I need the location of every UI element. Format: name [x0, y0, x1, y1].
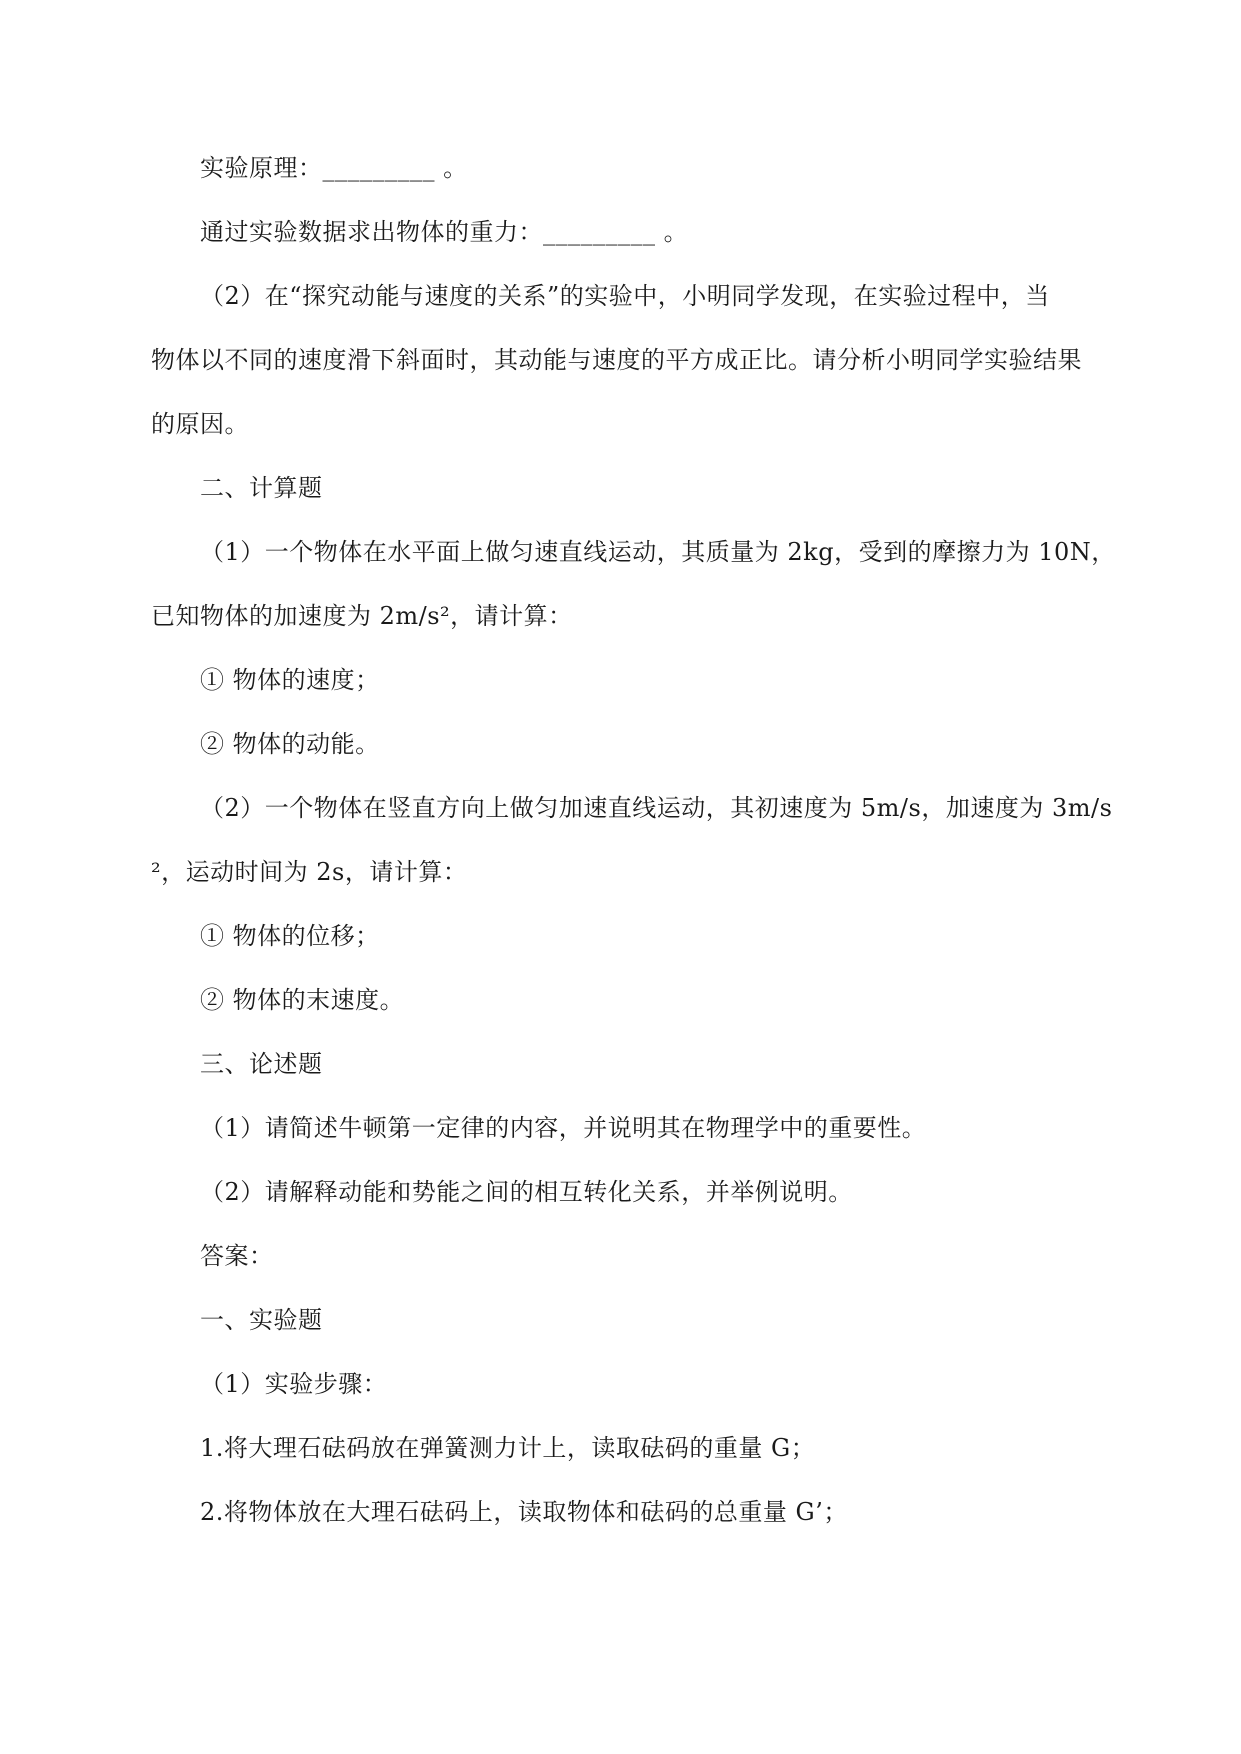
calc-1-line-1: （1）一个物体在水平面上做匀速直线运动，其质量为 2kg，受到的摩擦力为 10N， [200, 538, 1116, 566]
essay-1: （1）请简述牛顿第一定律的内容，并说明其在物理学中的重要性。 [200, 1114, 927, 1142]
calc-1-item-2: ② 物体的动能。 [200, 730, 380, 758]
calc-2-item-2: ② 物体的末速度。 [200, 986, 405, 1014]
calc-2-line-1: （2）一个物体在竖直方向上做匀加速直线运动，其初速度为 5m/s，加速度为 3m/s [200, 794, 1113, 822]
calc-1-line-2: 已知物体的加速度为 2m/s²，请计算： [151, 602, 573, 630]
question-2-line-2: 物体以不同的速度滑下斜面时，其动能与速度的平方成正比。请分析小明同学实验结果 [151, 346, 1082, 374]
experiment-steps-heading: （1）实验步骤： [200, 1370, 388, 1398]
calc-2-line-2: ²，运动时间为 2s，请计算： [151, 858, 468, 886]
answers-section-1-heading: 一、实验题 [200, 1306, 323, 1334]
experiment-step-1: 1.将大理石砝码放在弹簧测力计上，读取砝码的重量 G； [200, 1434, 816, 1462]
question-2-line-3: 的原因。 [151, 410, 249, 438]
gravity-line: 通过实验数据求出物体的重力：_________ 。 [200, 218, 689, 246]
essay-2: （2）请解释动能和势能之间的相互转化关系，并举例说明。 [200, 1178, 853, 1206]
answers-heading: 答案： [200, 1242, 274, 1270]
calc-2-item-1: ① 物体的位移； [200, 922, 380, 950]
experiment-step-2: 2.将物体放在大理石砝码上，读取物体和砝码的总重量 G’； [200, 1498, 848, 1526]
principle-line: 实验原理：_________ 。 [200, 154, 468, 182]
section-essay-heading: 三、论述题 [200, 1050, 323, 1078]
calc-1-item-1: ① 物体的速度； [200, 666, 380, 694]
section-calculation-heading: 二、计算题 [200, 474, 323, 502]
question-2-line-1: （2）在“探究动能与速度的关系”的实验中，小明同学发现，在实验过程中，当 [200, 282, 1050, 310]
